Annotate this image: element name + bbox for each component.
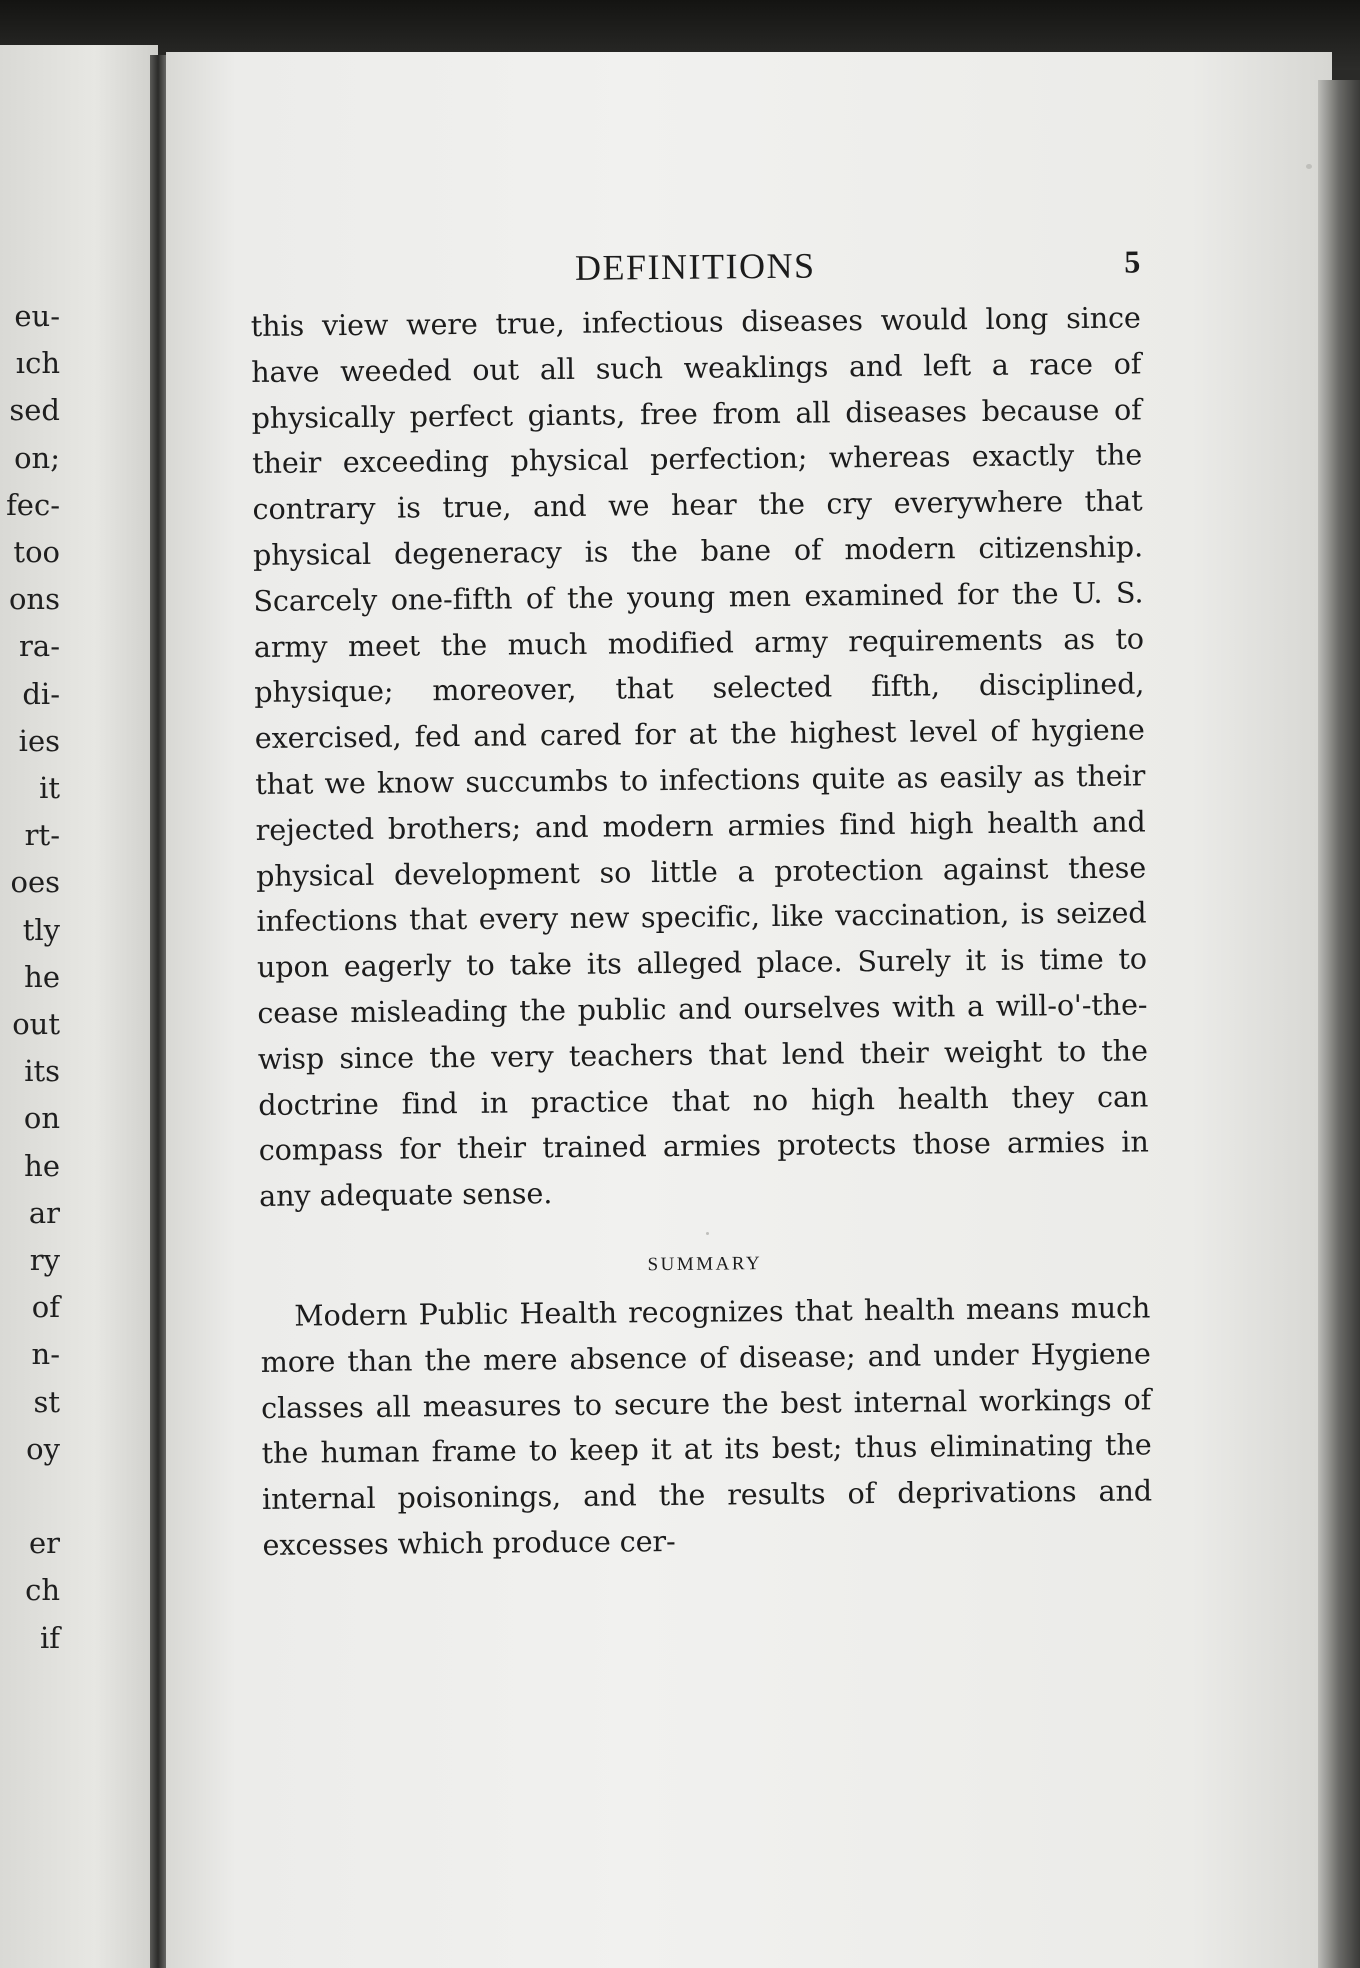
page-content [250,231,1153,1568]
left-page-fragment: di- [22,676,60,711]
left-page-fragment: oy [26,1431,60,1466]
left-page-fragment: he [24,1148,60,1183]
left-page-fragment: sed [9,393,60,428]
body-paragraph: this view were true, infectious diseases would long since have weeded out all such weaklings and left a race of physically perfect giants, free from all diseases because of their exceeding physical perfection; whereas exactly the contrary is true, and we hear the cry everywhere that physical degeneracy is the bane of modern citizenship. Scarcely one-fifth of the young men examined for the U. S. army meet the much modified army requirements as to physique; moreover, that selected fifth, disciplined, exercised, fed and cared for at the highest level of hygiene that we know succumbs to infections quite as easily as their rejected brothers; and modern armies find high health and physical development so little a protection against these infections that every new specific, like vaccination, is seized upon eagerly to take its alleged place. Surely it is time to cease misleading the public and ourselves with a will-o'-the-wisp since the very teachers that lend their weight to the doctrine find in practice that no high health they can compass for their trained armies protects those armies in any adequate sense. [250,300,1149,1214]
left-page-fragment: eu- [14,299,60,333]
body-paragraph: Modern Public Health recognizes that health means much more than the mere absence of disease; and under Hygiene classes all measures to secure the best internal workings of the human frame to keep it at its best; thus eliminating the internal poisonings, and the results of deprivations and excesses which produce cer- [260,1290,1153,1562]
left-page-fragment: he [24,959,60,994]
left-page [0,45,158,1968]
left-page-fragment: on; [14,440,60,475]
page-edge [1318,80,1360,1968]
left-page-fragment: of [31,1290,60,1325]
left-page-fragment: er [28,1526,60,1561]
left-page-fragment: its [24,1054,60,1089]
left-page-fragment: n- [31,1337,60,1372]
left-page-fragment: ar [28,1195,60,1230]
left-page-fragment: it [39,771,60,805]
left-page-fragment: fec- [6,487,60,522]
page-number: 5 [1124,243,1141,280]
dust-speck [1306,164,1312,169]
section-heading: SUMMARY [647,1253,763,1276]
running-head [250,231,1141,304]
left-page-fragment: ch [25,1573,60,1608]
header-title: DEFINITIONS [574,245,816,288]
left-page-fragment: if [39,1620,60,1655]
left-page-fragment: out [12,1007,60,1041]
left-page-fragment: ra- [19,629,60,664]
left-page-fragment: ies [18,723,60,758]
left-page-fragment: rt- [24,818,60,853]
left-page-fragment: ıch [15,346,60,381]
left-page-fragment: ry [29,1243,60,1277]
left-page-fragment: st [33,1384,60,1419]
left-page-fragment: ons [8,582,60,617]
left-page-fragment: too [13,535,60,569]
left-page-fragment: on [23,1101,60,1136]
left-page-fragment: oes [10,865,60,900]
left-page-fragment: tly [22,912,60,947]
